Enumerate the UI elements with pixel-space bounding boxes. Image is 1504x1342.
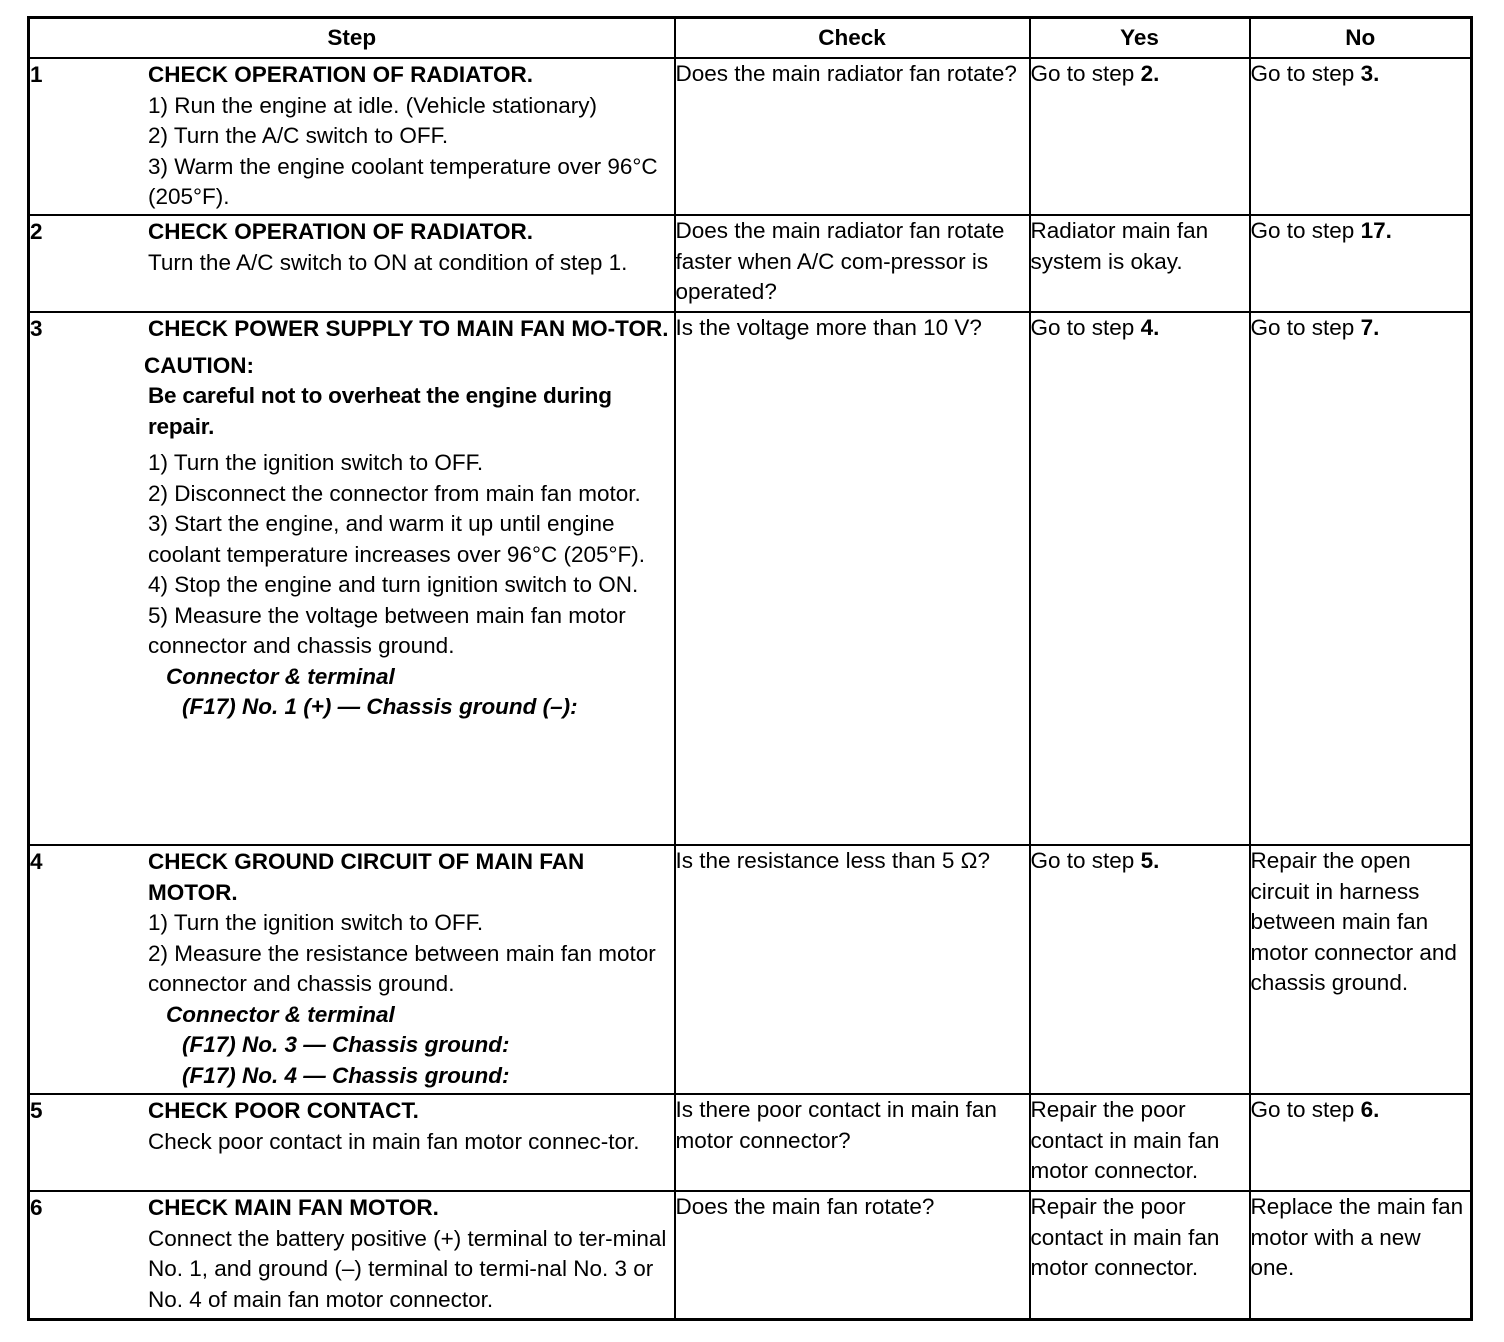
no-text: Go to step <box>1250 1097 1361 1122</box>
step-cell <box>29 1191 675 1319</box>
no-suffix: . <box>1385 218 1392 243</box>
yes-suffix: . <box>1153 848 1160 873</box>
step-cell <box>29 215 675 312</box>
connector-terminal: (F17) No. 1 (+) — Chassis ground (–): <box>182 694 578 719</box>
yes-suffix: . <box>1153 315 1160 340</box>
step-cell <box>29 1094 675 1191</box>
check-cell: Is the resistance less than 5 Ω? <box>675 845 1030 1094</box>
step-cell <box>29 312 675 845</box>
header-yes: Yes <box>1030 18 1250 59</box>
no-suffix: . <box>1373 61 1380 86</box>
header-no: No <box>1250 18 1472 59</box>
table-row <box>29 215 1472 312</box>
no-step-ref: 6 <box>1360 1097 1374 1122</box>
yes-cell: Repair the poor contact in main fan motor connector. <box>1030 1191 1250 1319</box>
step-instruction: 4) Stop the engine and turn ignition switch to ON. <box>148 572 639 597</box>
caution-label: CAUTION: <box>144 352 254 378</box>
step-instruction: Turn the A/C switch to ON at condition of step 1. <box>148 249 628 275</box>
step-instruction: 3) Start the engine, and warm it up until engine coolant temperature increases over 96°C (205°F). <box>148 511 645 567</box>
connector-label: Connector & terminal <box>166 1001 395 1027</box>
no-cell <box>1250 58 1472 215</box>
yes-text: Go to step <box>1030 848 1141 873</box>
connector-label: Connector & terminal <box>166 663 395 689</box>
yes-suffix: . <box>1153 61 1160 86</box>
no-step-ref: 3 <box>1360 61 1374 86</box>
step-title: CHECK GROUND CIRCUIT OF MAIN FAN MOTOR. <box>148 849 585 905</box>
header-row <box>29 18 1472 59</box>
step-title: CHECK OPERATION OF RADIATOR. <box>148 219 534 244</box>
step-instruction: 5) Measure the voltage between main fan motor connector and chassis ground. <box>148 602 626 658</box>
step-title: CHECK OPERATION OF RADIATOR. <box>148 62 534 87</box>
step-title: CHECK POWER SUPPLY TO MAIN FAN MO-TOR. <box>148 316 669 341</box>
no-cell <box>1250 1094 1472 1191</box>
no-suffix: . <box>1373 315 1380 340</box>
step-instruction: Check poor contact in main fan motor connec-tor. <box>148 1128 640 1154</box>
no-cell <box>1250 312 1472 845</box>
no-suffix: . <box>1373 1097 1380 1122</box>
yes-cell: Repair the poor contact in main fan motor connector. <box>1030 1094 1250 1191</box>
step-instruction: 1) Run the engine at idle. (Vehicle stationary) <box>148 92 598 118</box>
no-text: Go to step <box>1250 61 1361 86</box>
check-cell: Does the main radiator fan rotate faster when A/C com-pressor is operated? <box>675 215 1030 312</box>
step-instruction: 1) Turn the ignition switch to OFF. <box>148 450 484 475</box>
table-row <box>29 845 1472 1094</box>
yes-step-ref: 2 <box>1140 61 1154 86</box>
step-instruction: 2) Disconnect the connector from main fan motor. <box>148 480 641 506</box>
check-cell: Does the main fan rotate? <box>675 1191 1030 1319</box>
step-number: 3 <box>30 316 43 341</box>
troubleshooting-table <box>27 16 1473 1321</box>
no-text: Go to step <box>1250 315 1361 340</box>
connector-terminal: (F17) No. 4 — Chassis ground: <box>182 1062 510 1088</box>
yes-step-ref: 5 <box>1140 848 1154 873</box>
step-number: 6 <box>30 1195 43 1220</box>
step-number: 1 <box>30 62 43 87</box>
caution-text: Be careful not to overheat the engine during repair. <box>148 383 612 439</box>
step-instruction: 1) Turn the ignition switch to OFF. <box>148 910 484 935</box>
no-cell: Repair the open circuit in harness between main fan motor connector and chassis ground. <box>1250 845 1472 1094</box>
check-cell: Is there poor contact in main fan motor connector? <box>675 1094 1030 1191</box>
no-step-ref: 17 <box>1360 218 1386 243</box>
step-number: 5 <box>30 1098 43 1123</box>
step-title: CHECK POOR CONTACT. <box>148 1098 419 1123</box>
no-step-ref: 7 <box>1360 315 1374 340</box>
yes-cell <box>1030 58 1250 215</box>
step-number: 4 <box>30 849 43 874</box>
no-text: Go to step <box>1250 218 1361 243</box>
check-cell: Is the voltage more than 10 V? <box>675 312 1030 845</box>
yes-cell: Radiator main fan system is okay. <box>1030 215 1250 312</box>
yes-step-ref: 4 <box>1140 315 1154 340</box>
step-instruction: 2) Turn the A/C switch to OFF. <box>148 123 449 148</box>
yes-cell <box>1030 312 1250 845</box>
step-number: 2 <box>30 219 43 244</box>
table-row <box>29 58 1472 215</box>
header-check: Check <box>675 18 1030 59</box>
no-cell: Replace the main fan motor with a new one. <box>1250 1191 1472 1319</box>
step-cell <box>29 58 675 215</box>
yes-text: Go to step <box>1030 61 1141 86</box>
step-instruction: 2) Measure the resistance between main fan motor connector and chassis ground. <box>148 940 656 996</box>
table-row <box>29 1191 1472 1319</box>
no-cell <box>1250 215 1472 312</box>
table-row <box>29 312 1472 845</box>
connector-terminal: (F17) No. 3 — Chassis ground: <box>182 1032 510 1057</box>
header-step: Step <box>29 18 675 59</box>
step-title: CHECK MAIN FAN MOTOR. <box>148 1195 439 1220</box>
check-cell: Does the main radiator fan rotate? <box>675 58 1030 215</box>
table-row <box>29 1094 1472 1191</box>
step-instruction: Connect the battery positive (+) terminal to ter-minal No. 1, and ground (–) terminal to termi-nal No. 3 or No. 4 of main fan motor connector. <box>148 1225 667 1312</box>
yes-text: Go to step <box>1030 315 1141 340</box>
step-instruction: 3) Warm the engine coolant temperature over 96°C (205°F). <box>148 153 658 209</box>
step-cell <box>29 845 675 1094</box>
yes-cell <box>1030 845 1250 1094</box>
